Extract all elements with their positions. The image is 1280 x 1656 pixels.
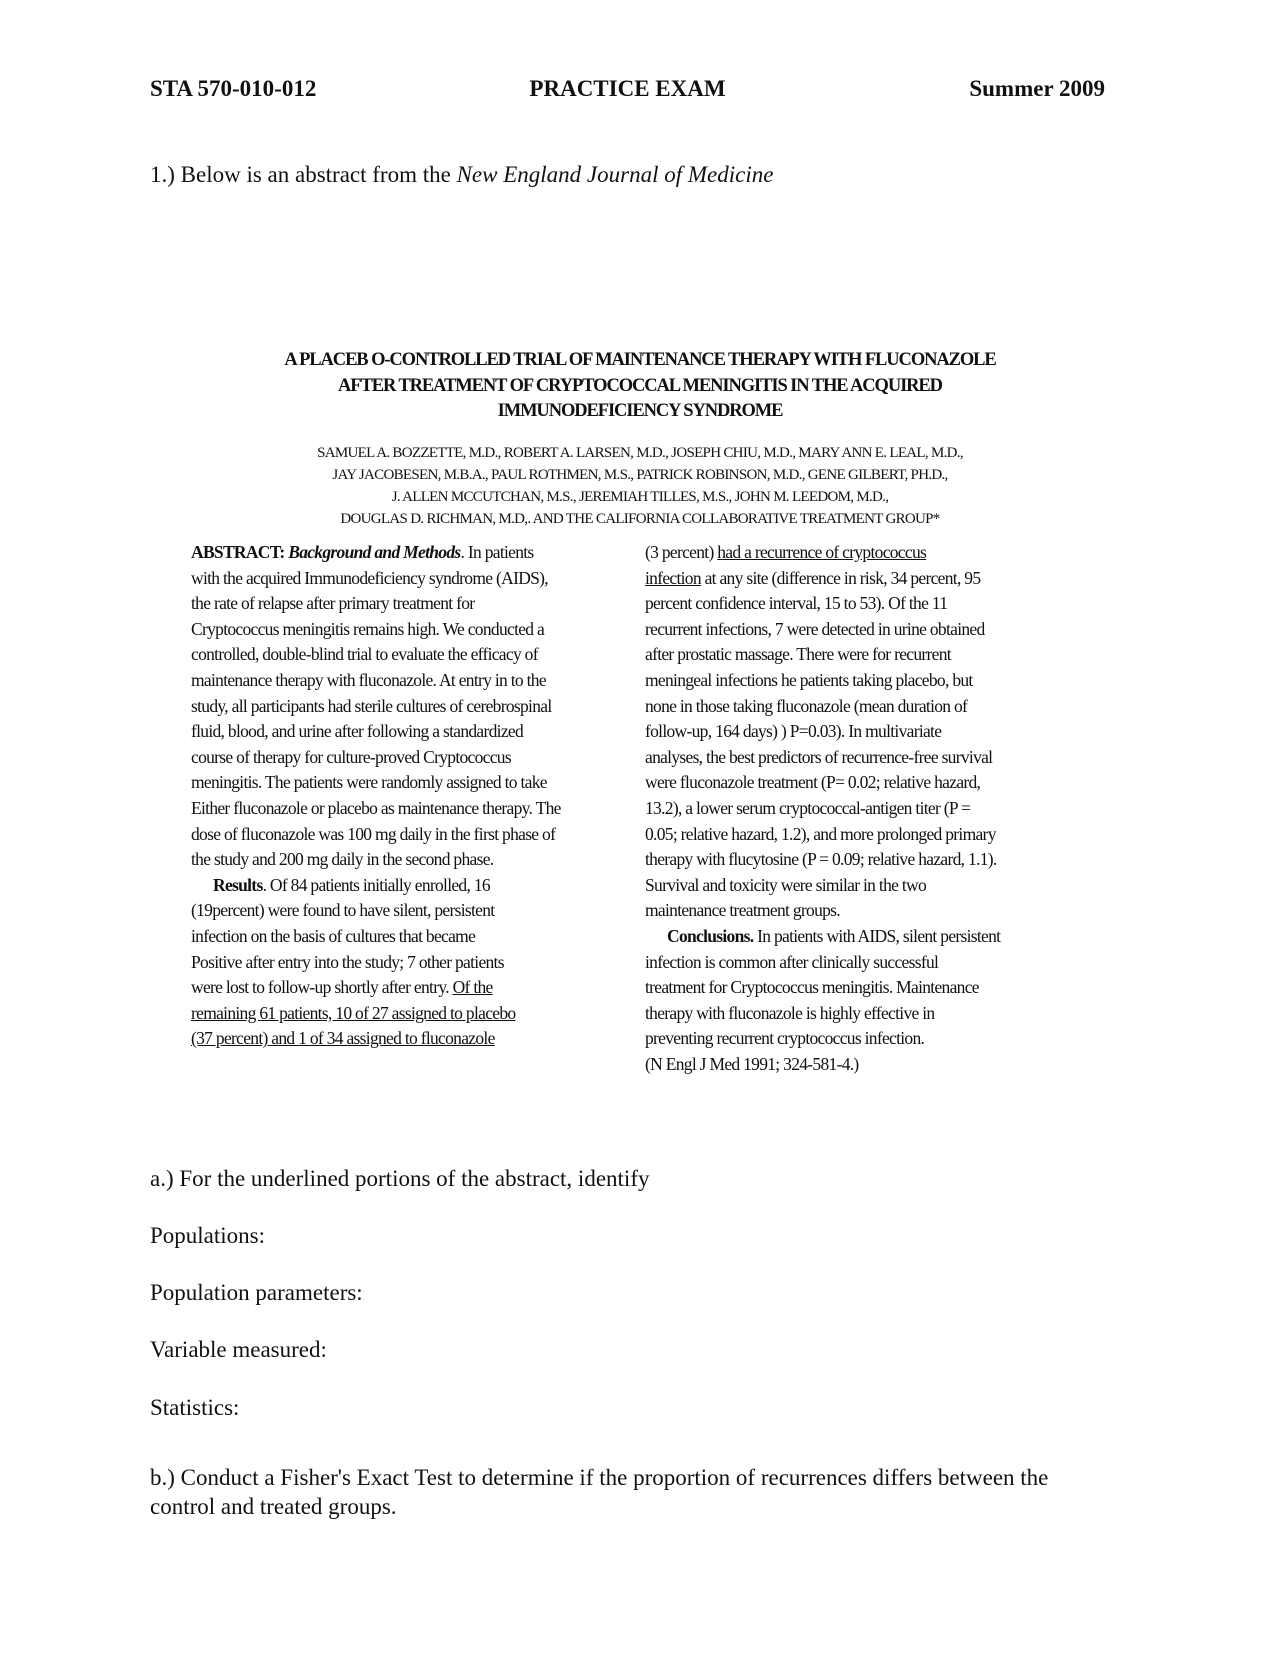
journal-name: New England Journal of Medicine	[456, 162, 774, 187]
abstract-line: 0.05; relative hazard, 1.2), and more prolonged primary	[645, 823, 996, 844]
course-code: STA 570-010-012	[150, 76, 317, 101]
abstract-line: meningitis. The patients were randomly assigned to take	[191, 772, 547, 793]
abstract-line: infection is common after clinically successful	[645, 951, 939, 972]
underlined-text: Of the	[452, 977, 493, 998]
abstract-line: none in those taking fluconazole (mean duration of	[645, 695, 968, 716]
abstract-line: the study and 200 mg daily in the second phase.	[191, 849, 494, 870]
underlined-text: infection	[645, 567, 701, 588]
abstract-line: therapy with fluconazole is highly effective in	[645, 1002, 935, 1023]
abstract-line	[645, 540, 1065, 566]
underlined-text: (37 percent) and 1 of 34 assigned to fluconazole	[191, 1028, 495, 1049]
exam-title: PRACTICE EXAM	[529, 76, 726, 101]
abstract-authors	[220, 442, 1060, 530]
abstract-line: therapy with flucytosine (P = 0.09; relative hazard, 1.1).	[645, 849, 997, 870]
abstract-text: . Of 84 patients initially enrolled, 16	[262, 874, 490, 895]
conclusions-heading: Conclusions.	[667, 925, 754, 946]
abstract-line: controlled, double-blind trial to evaluate the efficacy of	[191, 644, 538, 665]
results-heading: Results	[213, 874, 263, 895]
abstract-line: analyses, the best predictors of recurrence-free survival	[645, 746, 993, 767]
exam-term: Summer 2009	[969, 76, 1105, 101]
abstract-line: follow-up, 164 days) ) P=0.03). In multivariate	[645, 721, 942, 742]
abstract-line: after prostatic massage. There were for recurrent	[645, 644, 951, 665]
abstract-line: 13.2), a lower serum cryptococcal-antigen titer (P =	[645, 797, 971, 818]
abstract-line	[645, 566, 1065, 592]
abstract-text: . In patients	[460, 542, 534, 562]
abstract-line	[645, 924, 1065, 950]
abstract-title	[220, 348, 1060, 425]
abstract-line: with the acquired Immunodeficiency syndrome (AIDS),	[191, 567, 548, 588]
abstract-text: (3 percent)	[645, 542, 718, 562]
abstract-title-line: AFTER TREATMENT OF CRYPTOCOCCAL MENINGITIS IN THE ACQUIRED	[338, 375, 942, 396]
abstract-line: recurrent infections, 7 were detected in urine obtained	[645, 618, 985, 639]
abstract-line: were fluconazole treatment (P= 0.02; relative hazard,	[645, 772, 981, 793]
abstract-right-column	[645, 540, 1065, 1077]
abstract-left-column	[191, 540, 621, 1052]
abstract-line	[191, 1026, 621, 1052]
question-1	[150, 162, 773, 188]
abstract-line: Either fluconazole or placebo as maintenance therapy. The	[191, 797, 561, 818]
abstract-line: percent confidence interval, 15 to 53). Of the 11	[645, 593, 948, 614]
abstract-line: maintenance treatment groups.	[645, 900, 840, 921]
author-line: J. ALLEN MCCUTCHAN, M.S., JEREMIAH TILLES, M.S., JOHN M. LEEDOM, M.D.,	[391, 489, 889, 505]
variable-measured-label: Variable measured:	[150, 1337, 327, 1362]
abstract-text: In patients with AIDS, silent persistent	[753, 925, 1001, 946]
abstract-line: preventing recurrent cryptococcus infection.	[645, 1028, 925, 1049]
abstract-text: at any site (difference in risk, 34 percent, 95	[700, 567, 981, 588]
background-heading: Background and Methods	[288, 542, 461, 562]
abstract-line: treatment for Cryptococcus meningitis. Maintenance	[645, 977, 979, 998]
part-a-prompt: a.) For the underlined portions of the abstract, identify	[150, 1166, 650, 1191]
abstract-line: the rate of relapse after primary treatment for	[191, 593, 475, 614]
author-line: JAY JACOBESEN, M.B.A., PAUL ROTHMEN, M.S., PATRICK ROBINSON, M.D., GENE GILBERT, PH.D.,	[332, 467, 948, 483]
population-parameters-label: Population parameters:	[150, 1280, 363, 1305]
abstract-line: Survival and toxicity were similar in the two	[645, 874, 927, 895]
abstract-line	[191, 975, 621, 1001]
abstract-line: study, all participants had sterile cultures of cerebrospinal	[191, 695, 552, 716]
abstract-line: meningeal infections he patients taking placebo, but	[645, 669, 973, 690]
abstract-line: Positive after entry into the study; 7 other patients	[191, 951, 504, 972]
part-b-prompt: b.) Conduct a Fisher's Exact Test to determine if the proportion of recurrences differs between the control and treated groups.	[150, 1465, 1049, 1519]
abstract-line: fluid, blood, and urine after following a standardized	[191, 721, 524, 742]
populations-label: Populations:	[150, 1223, 266, 1248]
author-line: SAMUEL A. BOZZETTE, M.D., ROBERT A. LARSEN, M.D., JOSEPH CHIU, M.D., MARY ANN E. LEAL, M.D.,	[317, 445, 963, 461]
abstract-line: Cryptococcus meningitis remains high. We conducted a	[191, 618, 545, 639]
abstract-line: maintenance therapy with fluconazole. At entry in to the	[191, 669, 546, 690]
abstract-title-line: IMMUNODEFICIENCY SYNDROME	[497, 401, 783, 421]
abstract-line	[191, 873, 621, 899]
abstract-line	[191, 540, 621, 566]
statistics-label: Statistics:	[150, 1395, 240, 1420]
author-line: DOUGLAS D. RICHMAN, M.D,. AND THE CALIFORNIA COLLABORATIVE TREATMENT GROUP*	[340, 511, 940, 527]
abstract-label: ABSTRACT:	[191, 542, 289, 562]
underlined-text: remaining 61 patients, 10 of 27 assigned to placebo	[191, 1002, 516, 1023]
abstract-title-line: A PLACEB O-CONTROLLED TRIAL OF MAINTENANCE THERAPY WITH FLUCONAZOLE	[284, 350, 996, 370]
abstract-line: (19percent) were found to have silent, persistent	[191, 900, 495, 921]
abstract-line	[191, 1001, 621, 1027]
abstract-line: infection on the basis of cultures that became	[191, 925, 476, 946]
abstract-line: course of therapy for culture-proved Cryptococcus	[191, 746, 511, 767]
abstract-line: dose of fluconazole was 100 mg daily in the first phase of	[191, 823, 556, 844]
question-1-prefix: 1.) Below is an abstract from the	[150, 162, 457, 187]
underlined-text: had a recurrence of cryptococcus	[717, 542, 927, 562]
citation: (N Engl J Med 1991; 324-581-4.)	[645, 1053, 859, 1074]
abstract-text: were lost to follow-up shortly after entry.	[191, 977, 453, 998]
